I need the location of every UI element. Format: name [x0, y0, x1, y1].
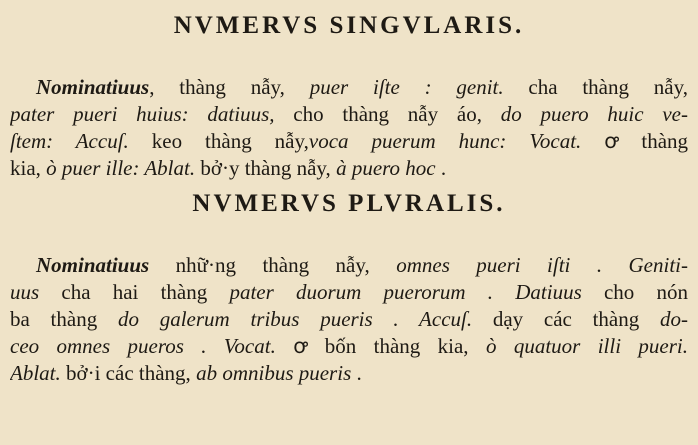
- vietnamese-text: ꝍ thàng: [581, 129, 688, 153]
- vietnamese-text: ꝍ bốn thàng kia,: [275, 334, 486, 358]
- latin-text: Nominatiuus: [36, 253, 150, 277]
- latin-text: Ablat.: [10, 361, 61, 385]
- text-line: [10, 101, 688, 128]
- text-line: [10, 360, 688, 387]
- text-line: [10, 74, 688, 101]
- latin-text: do galerum tribus pueris . Accuſ.: [117, 307, 473, 331]
- latin-text: uus: [10, 280, 40, 304]
- paragraph-singular: [10, 74, 688, 182]
- vietnamese-text: cho nón: [581, 280, 688, 304]
- latin-text: ſtem: Accuſ.: [10, 129, 129, 153]
- vietnamese-text: cha thàng nẫy,: [503, 75, 688, 99]
- heading-plural: NVMERVS PLVRALIS.: [192, 190, 506, 217]
- text-line: [10, 155, 688, 182]
- latin-text: do puero huic ve-: [500, 102, 688, 126]
- vietnamese-text: cha hai thàng: [39, 280, 230, 304]
- latin-text: voca puerum hunc: Vocat.: [308, 129, 582, 153]
- text-line: [10, 128, 688, 155]
- latin-text: ceo omnes pueros . Vocat.: [10, 334, 276, 358]
- vietnamese-text: kia,: [10, 156, 47, 180]
- vietnamese-text: bở·y thàng nẫy,: [195, 156, 337, 180]
- heading-singular: NVMERVS SINGVLARIS.: [173, 12, 525, 39]
- text-line: [10, 279, 688, 306]
- vietnamese-text: bở·i các thàng,: [60, 361, 197, 385]
- vietnamese-text: cho thàng nẫy áo,: [274, 102, 501, 126]
- vietnamese-text: dạy các thàng: [472, 307, 660, 331]
- text-line: [10, 252, 688, 279]
- vietnamese-text: , thàng nẫy,: [149, 75, 310, 99]
- vietnamese-text: keo thàng nẫy,: [128, 129, 309, 153]
- latin-text: ò quatuor illi pueri.: [485, 334, 688, 358]
- latin-text: ab omnibus pueris: [196, 361, 352, 385]
- latin-text: ò puer ille: Ablat.: [46, 156, 196, 180]
- latin-text: puer iſte : genit.: [309, 75, 504, 99]
- vietnamese-text: .: [435, 156, 447, 180]
- text-line: [10, 333, 688, 360]
- latin-text: pater duorum puerorum . Datiuus: [229, 280, 582, 304]
- text-line: [10, 306, 688, 333]
- latin-text: Nominatiuus: [36, 75, 150, 99]
- paragraph-plural: [10, 252, 688, 387]
- latin-text: pater pueri huius: datiuus,: [10, 102, 275, 126]
- latin-text: omnes pueri iſti . Geniti-: [396, 253, 688, 277]
- vietnamese-text: ba thàng: [10, 307, 118, 331]
- latin-text: à puero hoc: [336, 156, 436, 180]
- latin-text: do-: [660, 307, 688, 331]
- vietnamese-text: .: [351, 361, 362, 385]
- vietnamese-text: nhữ·ng thàng nẫy,: [149, 253, 397, 277]
